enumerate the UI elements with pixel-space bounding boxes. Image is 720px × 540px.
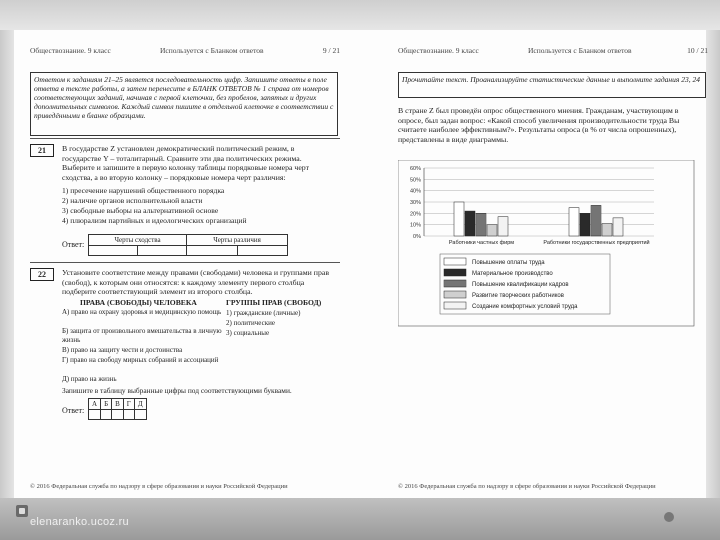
legend-swatch xyxy=(444,269,466,276)
handwriting-border-left xyxy=(0,30,14,500)
similarity-header: Черты сходства xyxy=(89,235,187,246)
y-tick-label: 50% xyxy=(409,177,421,184)
y-tick-label: 0% xyxy=(413,234,421,240)
bar xyxy=(454,202,464,236)
y-tick-label: 40% xyxy=(409,188,421,195)
answer-table-q21[interactable] xyxy=(88,234,288,256)
letter-cell: Г xyxy=(123,399,134,410)
difference-header: Черты различия xyxy=(187,235,288,246)
answer-label: Ответ: xyxy=(62,406,85,415)
copyright: © 2016 Федеральная служба по надзору в сфере образования и науки Российской Федерации xyxy=(398,483,656,490)
question-number: 22 xyxy=(30,268,54,281)
exam-page-right xyxy=(398,40,708,495)
right-item-c: В) право на защиту чести и достоинства xyxy=(62,346,183,354)
header-note: Используется с Бланком ответов xyxy=(160,46,264,55)
rights-column-header: ПРАВА (СВОБОДЫ) ЧЕЛОВЕКА xyxy=(80,298,197,307)
header-note: Используется с Бланком ответов xyxy=(528,46,632,55)
survey-bar-chart xyxy=(398,160,698,330)
answer-table-q22[interactable] xyxy=(88,398,147,420)
y-tick-label: 30% xyxy=(409,200,421,206)
legend-label: Повышение оплаты труда xyxy=(472,260,545,266)
legend-label: Материальное производство xyxy=(472,271,553,277)
legend-label: Повышение квалификации кадров xyxy=(472,282,569,288)
right-item-d: Г) право на свободу мирных собраний и ассоциаций xyxy=(62,356,219,364)
group-item-3: 3) социальные xyxy=(226,329,270,337)
bar xyxy=(580,213,590,236)
right-item-b: Б) защита от произвольного вмешательства в личную жизнь xyxy=(62,327,222,344)
y-tick-label: 20% xyxy=(409,211,421,218)
header-page-number: 10 / 21 xyxy=(687,46,708,55)
legend-swatch xyxy=(444,258,466,265)
question-text: Установите соответствие между правами (свободами) человека и группами прав (свобод), к которым они относятся: к каждому элементу первого столбца подберите соответствующий элемент из второго столбца. xyxy=(62,268,330,296)
handwriting-border-right xyxy=(706,30,720,500)
answer-cell[interactable] xyxy=(187,246,237,256)
bar xyxy=(591,205,601,236)
option-1: 1) пресечение нарушений общественного порядка xyxy=(62,186,225,195)
legend-label: Создание комфортных условий труда xyxy=(472,304,578,310)
category-label: Работники государственных предприятий xyxy=(543,240,650,246)
exam-page-left xyxy=(30,40,340,495)
answer-cell[interactable] xyxy=(89,410,101,420)
category-label: Работники частных фирм xyxy=(448,240,515,246)
legend-swatch xyxy=(444,291,466,298)
footer-site-name[interactable]: elenaranko.ucoz.ru xyxy=(30,516,129,528)
answer-cell[interactable] xyxy=(123,410,134,420)
right-item-e: Д) право на жизнь xyxy=(62,375,117,383)
handwriting-border-top xyxy=(0,0,720,30)
answer-cell[interactable] xyxy=(134,410,146,420)
header-subject: Обществознание. 9 класс xyxy=(30,46,111,55)
y-tick-label: 10% xyxy=(409,222,421,229)
answer-label: Ответ: xyxy=(62,240,85,249)
header-page-number: 9 / 21 xyxy=(322,46,340,55)
table-instruction: Запишите в таблицу выбранные цифры под соответствующими буквами. xyxy=(62,386,292,395)
corner-logo-icon xyxy=(664,512,674,522)
groups-column-header: ГРУППЫ ПРАВ (СВОБОД) xyxy=(226,298,322,307)
option-2: 2) наличие органов исполнительной власти xyxy=(62,196,203,205)
letter-cell: Б xyxy=(101,399,112,410)
bar xyxy=(465,211,475,236)
group-item-1: 1) гражданские (личные) xyxy=(226,309,301,317)
y-tick-label: 60% xyxy=(409,166,421,172)
divider xyxy=(30,138,340,139)
question-text: В государстве Z установлен демократический политический режим, в государстве Y – тоталитарный. Сравните эти два политических режима. Выберите и запишите в первую колонку таблицы порядковые номера черт сходства, а во вторую колонку – порядковые номера черт различия: xyxy=(62,144,309,182)
bar xyxy=(476,213,486,236)
bar xyxy=(487,225,497,236)
question-number: 21 xyxy=(30,144,54,157)
copyright: © 2016 Федеральная служба по надзору в сфере образования и науки Российской Федерации xyxy=(30,483,288,490)
site-logo-icon xyxy=(16,505,28,517)
header-subject: Обществознание. 9 класс xyxy=(398,46,479,55)
bar xyxy=(602,224,612,236)
intro-box: Прочитайте текст. Проанализируйте статистические данные и выполните задания 23, 24 xyxy=(398,72,706,98)
legend-label: Развитие творческих работников xyxy=(472,293,564,299)
divider xyxy=(30,262,340,263)
letter-cell: Д xyxy=(134,399,146,410)
option-3: 3) свободные выборы на альтернативной основе xyxy=(62,206,219,215)
letter-cell: А xyxy=(89,399,101,410)
bar xyxy=(613,218,623,236)
instruction-box: Ответом к заданиям 21–25 является последовательность цифр. Запишите ответы в поле ответа в тексте работы, а затем перенесите в БЛАНК ОТВЕТОВ № 1 справа от номеров соответствующих заданий, начиная с первой клеточки, без пробелов, запятых и других дополнительных символов. Каждый символ пишите в отдельной клеточке в соответствии с приведёнными в бланке образцами. xyxy=(30,72,338,136)
bar xyxy=(569,208,579,236)
answer-cell[interactable] xyxy=(237,246,287,256)
survey-text: В стране Z был проведён опрос общественного мнения. Гражданам, участвующим в опросе, был задан вопрос: «Какой способ увеличения производительности труда Вы считаете наиболее эффективным?». Результаты опроса (в % от числа опрошенных), представлены в виде диаграммы. xyxy=(398,106,680,144)
bar xyxy=(498,217,508,236)
option-4: 4) плюрализм партийных и идеологических организаций xyxy=(62,216,247,225)
right-item-a: А) право на охрану здоровья и медицинскую помощь xyxy=(62,308,222,316)
answer-cell[interactable] xyxy=(138,246,187,256)
legend-swatch xyxy=(444,302,466,309)
answer-cell[interactable] xyxy=(112,410,124,420)
letter-cell: В xyxy=(112,399,124,410)
group-item-2: 2) политические xyxy=(226,319,275,327)
answer-cell[interactable] xyxy=(101,410,112,420)
legend-swatch xyxy=(444,280,466,287)
answer-cell[interactable] xyxy=(89,246,138,256)
